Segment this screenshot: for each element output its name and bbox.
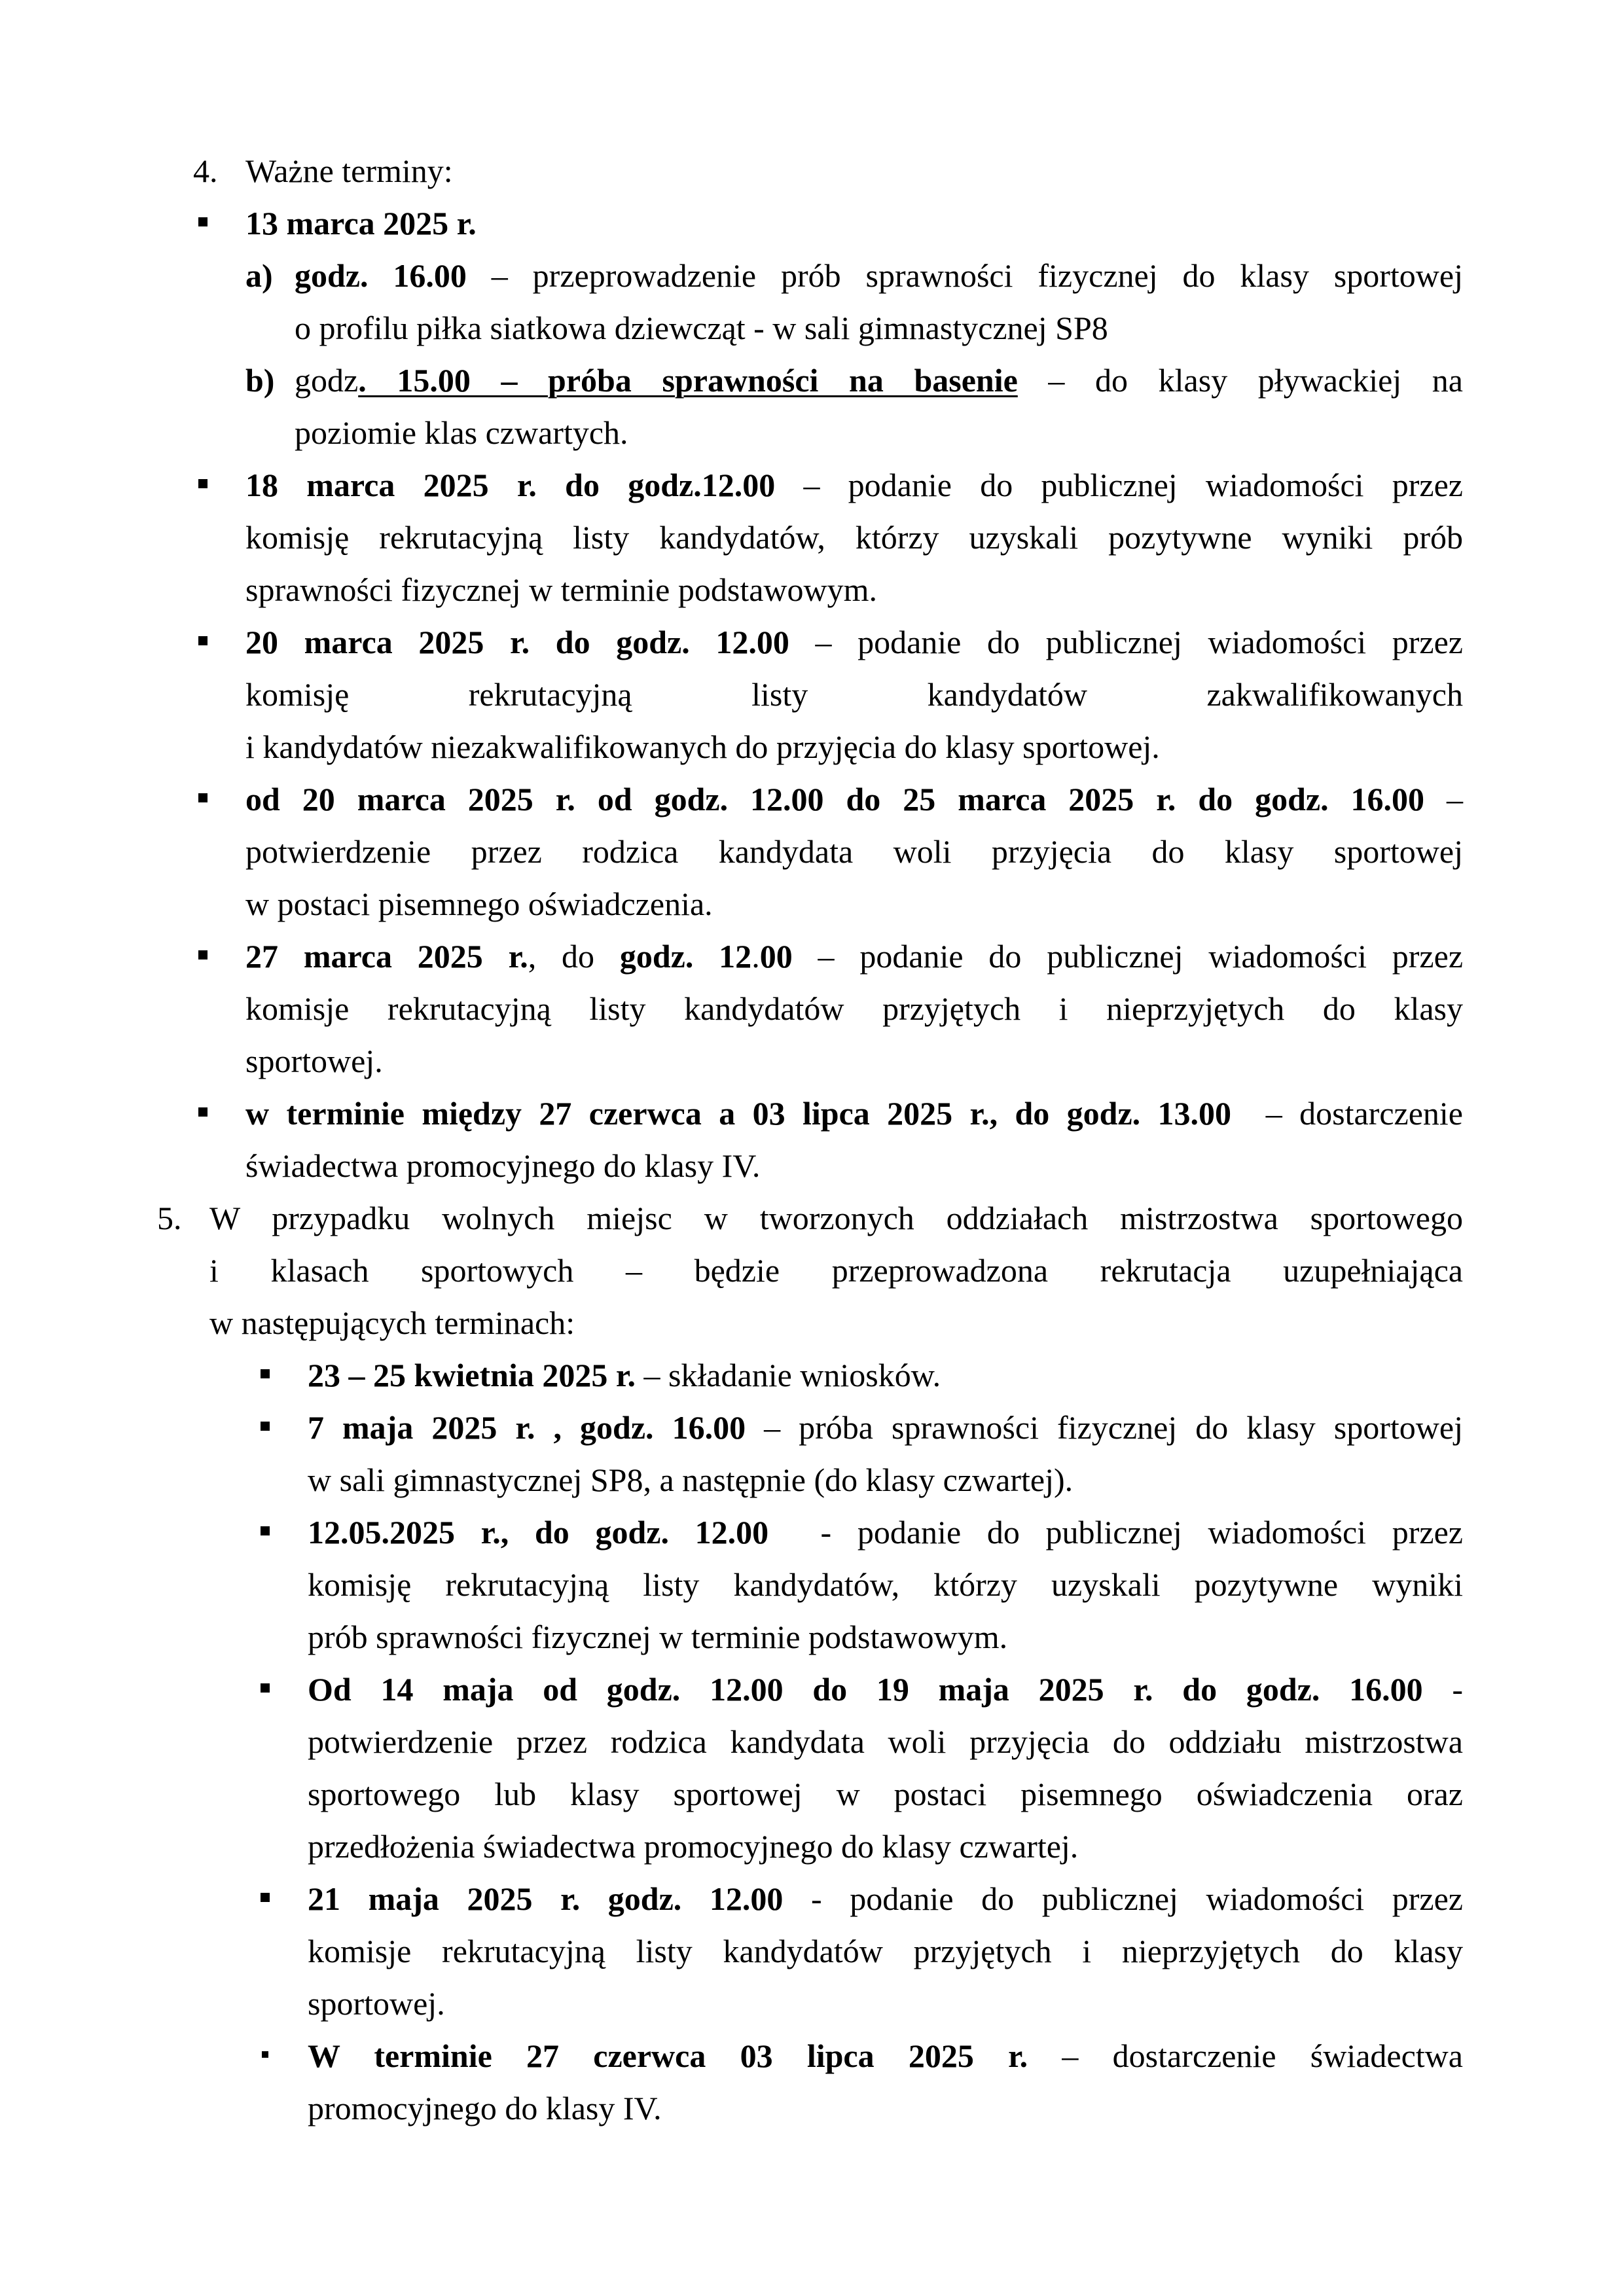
item-a-label: a) [245, 257, 273, 294]
bullet-12-05-line-2: komisję rekrutacyjną listy kandydatów, którzy uzyskali pozytywne wyniki [308, 1566, 1463, 1603]
item-b-line-2: poziomie klas czwartych. [295, 414, 628, 451]
bullet-czerwiec-2-line-2: promocyjnego do klasy IV. [308, 2090, 662, 2126]
item-b-label: b) [245, 362, 275, 399]
bullet-12-05-line-3: prób sprawności fizycznej w terminie podstawowym. [308, 1619, 1008, 1655]
bullet-27-marca-line-2: komisje rekrutacyjną listy kandydatów przyjętych i nieprzyjętych do klasy [245, 990, 1463, 1027]
square-bullet-icon [198, 479, 208, 488]
square-bullet-icon [198, 217, 208, 226]
section-4-title: Ważne terminy: [245, 152, 453, 189]
bullet-12-05-line-1: 12.05.2025 r., do godz. 12.00 - podanie do publicznej wiadomości przez [308, 1514, 1463, 1551]
section-5-line-2: i klasach sportowych – będzie przeprowadzona rekrutacja uzupełniająca [209, 1252, 1463, 1289]
bullet-21-maja-line-3: sportowej. [308, 1985, 445, 2022]
square-bullet-icon [261, 1369, 270, 1378]
bullet-czerwiec-line-2: świadectwa promocyjnego do klasy IV. [245, 1147, 761, 1184]
square-bullet-icon [198, 950, 208, 960]
square-bullet-icon [261, 1526, 270, 1535]
bullet-czerwiec-line-1: w terminie między 27 czerwca a 03 lipca 2025 r., do godz. 13.00 – dostarczenie [245, 1095, 1463, 1132]
bullet-21-maja-line-2: komisje rekrutacyjną listy kandydatów przyjętych i nieprzyjętych do klasy [308, 1933, 1463, 1969]
bullet-27-marca-line-1: 27 marca 2025 r., do godz. 12.00 – podanie do publicznej wiadomości przez [245, 938, 1464, 975]
section-5-line-1: W przypadku wolnych miejsc w tworzonych oddziałach mistrzostwa sportowego [209, 1200, 1463, 1236]
bullet-18-marca-line-3: sprawności fizycznej w terminie podstawowym. [245, 571, 878, 608]
square-bullet-icon [198, 793, 208, 802]
bullet-21-maja-line-1: 21 maja 2025 r. godz. 12.00 - podanie do publicznej wiadomości przez [308, 1880, 1463, 1917]
bullet-18-marca-line-1: 18 marca 2025 r. do godz.12.00 – podanie do publicznej wiadomości przez [245, 467, 1463, 503]
bullet-13-marca: 13 marca 2025 r. [245, 205, 477, 242]
square-bullet-icon [261, 1683, 270, 1693]
bullet-7-maja-line-2: w sali gimnastycznej SP8, a następnie (do klasy czwartej). [308, 1462, 1074, 1498]
bullet-czerwiec-2-line-1: W terminie 27 czerwca 03 lipca 2025 r. – dostarczenie świadectwa [308, 2037, 1463, 2074]
bullet-14-maja-line-1: Od 14 maja od godz. 12.00 do 19 maja 2025 r. do godz. 16.00 - [308, 1671, 1463, 1708]
bullet-od-20-marca-line-1: od 20 marca 2025 r. od godz. 12.00 do 25 marca 2025 r. do godz. 16.00 – [245, 781, 1464, 817]
bullet-7-maja-line-1: 7 maja 2025 r. , godz. 16.00 – próba sprawności fizycznej do klasy sportowej [308, 1409, 1464, 1446]
bullet-27-marca-line-3: sportowej. [245, 1043, 383, 1079]
section-4-number: 4. [193, 152, 218, 189]
bullet-14-maja-line-4: przedłożenia świadectwa promocyjnego do klasy czwartej. [308, 1828, 1079, 1865]
square-bullet-icon [261, 1422, 270, 1431]
item-b-line-1: godz. 15.00 – próba sprawności na basenie – do klasy pływackiej na [295, 362, 1463, 399]
bullet-20-marca-line-1: 20 marca 2025 r. do godz. 12.00 – podanie do publicznej wiadomości przez [245, 624, 1463, 660]
section-5-number: 5. [157, 1200, 182, 1236]
square-bullet-icon [198, 1107, 208, 1117]
bullet-14-maja-line-3: sportowego lub klasy sportowej w postaci pisemnego oświadczenia oraz [308, 1776, 1463, 1812]
section-5-line-3: w następujących terminach: [209, 1304, 575, 1341]
square-bullet-icon [262, 2051, 268, 2058]
bullet-20-marca-line-3: i kandydatów niezakwalifikowanych do przyjęcia do klasy sportowej. [245, 728, 1160, 765]
bullet-kwiecien: 23 – 25 kwietnia 2025 r. – składanie wniosków. [308, 1357, 941, 1393]
square-bullet-icon [261, 1893, 270, 1902]
bullet-14-maja-line-2: potwierdzenie przez rodzica kandydata woli przyjęcia do oddziału mistrzostwa [308, 1723, 1463, 1760]
bullet-od-20-marca-line-2: potwierdzenie przez rodzica kandydata woli przyjęcia do klasy sportowej [245, 833, 1463, 870]
bullet-20-marca-line-2: komisję rekrutacyjną listy kandydatów zakwalifikowanych [245, 676, 1463, 713]
square-bullet-icon [198, 636, 208, 645]
item-a-line-1: godz. 16.00 – przeprowadzenie prób sprawności fizycznej do klasy sportowej [295, 257, 1463, 294]
bullet-od-20-marca-line-3: w postaci pisemnego oświadczenia. [245, 886, 713, 922]
bullet-18-marca-line-2: komisję rekrutacyjną listy kandydatów, którzy uzyskali pozytywne wyniki prób [245, 519, 1463, 556]
item-a-line-2: o profilu piłka siatkowa dziewcząt - w sali gimnastycznej SP8 [295, 310, 1108, 346]
